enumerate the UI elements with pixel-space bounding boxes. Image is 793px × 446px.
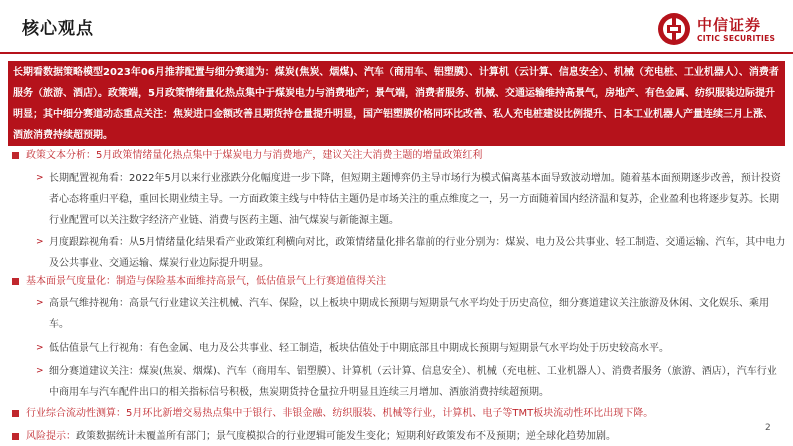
list-item [36,168,786,231]
section-text: 5月政策情绪量化热点集中于煤炭电力与消费地产，建议关注大消费主题的增量政策红利 [96,150,483,161]
logo-chinese-text: 中信证券 [697,16,762,34]
section-policy-text [10,148,482,164]
square-bullet-icon [12,152,19,159]
list-item-text: 低估值景气上行视角：有色金属、电力及公共事业、轻工制造，板块估值处于中期底部且中期成长预期与短期景气水平均处于历史较高水平。 [49,343,669,354]
section-text: 制造与保险基本面维持高景气，低估值景气上行赛道值得关注 [116,276,386,287]
list-item-text: 月度跟踪视角看：从5月情绪量化结果看产业政策红利横向对比，政策情绪量化排名靠前的行业分别为：煤炭、电力及公共事业、轻工制造、交通运输、汽车，其中电力及公共事业、交通运输、煤炭行业边际提升明显。 [49,237,786,269]
citic-logo [657,12,777,48]
summary-banner: 长期看数据策略模型2023年06月推荐配置与细分赛道为：煤炭(焦炭、烟煤)、汽车（商用车、铝塑膜）、计算机（云计算、信息安全）、机械（充电桩、工业机器人）、消费者服务（旅游、酒店）。政策端，5月政策情绪量化热点集中于煤炭电力与消费地产；景气端，消费者服务、机械、交通运输维持高景气，房地产、有色金属、纺织服装边际提升明显；其中细分赛道动态重点关注：焦炭进口金额改善且期货持仓量提升明显，国产铝塑膜价格同环比改善、私人充电桩建设比例提升、日本工业机器人产量连续三月上涨、酒旅消费持续超预期。 [8,61,785,146]
list-item [36,232,786,274]
list-item-text: 高景气维持视角：高景气行业建议关注机械、汽车、保险，以上板块中期成长预期与短期景气水平均处于历史高位，细分赛道建议关注旅游及休闲、文化娱乐、乘用车。 [49,298,769,330]
section-liquidity [10,406,653,422]
square-bullet-icon [12,433,19,440]
logo-english-text: CITIC SECURITIES [697,34,776,43]
section-text: 5月环比新增交易热点集中于银行、非银金融、纺织服装、机械等行业，计算机、电子等TMT板块流动性环比出现下降。 [126,408,654,419]
header-divider [0,52,793,54]
section-label: 基本面景气度量化： [26,276,116,287]
section-label: 政策文本分析： [26,150,96,161]
section-text: 政策数据统计未覆盖所有部门；景气度模拟合的行业逻辑可能发生变化；短期利好政策发布不及预期；逆全球化趋势加剧。 [76,431,616,442]
square-bullet-icon [12,410,19,417]
chevron-right-icon: > [36,237,44,247]
chevron-right-icon: > [36,343,44,353]
section-label: 风险提示： [26,431,76,442]
list-item [36,338,786,359]
page-number: 2 [765,423,771,433]
page-title: 核心观点 [22,19,94,39]
citic-logo-icon [657,12,691,46]
section-fundamentals [10,274,386,290]
list-item [36,293,786,335]
chevron-right-icon: > [36,298,44,308]
list-item [36,361,786,403]
chevron-right-icon: > [36,366,44,376]
section-risk [10,429,616,445]
chevron-right-icon: > [36,173,44,183]
list-item-text: 细分赛道建议关注：煤炭(焦炭、烟煤)、汽车（商用车、铝塑膜）、计算机（云计算、信息安全）、机械（充电桩、工业机器人）、消费者服务（旅游、酒店），汽车行业中商用车与汽车配件出口的相关指标信号积极，焦炭期货持仓量拉升明显且连续三月增加、酒旅消费持续超预期。 [49,366,777,398]
list-item-text: 长期配置视角看：2022年5月以来行业涨跌分化幅度进一步下降，但短期主题博弈仍主导市场行为模式偏离基本面导致波动增加。随着基本面预期逐步改善，预计投资者心态将重归平稳，重回长期业绩主导。一方面政策主线与中特估主题仍是市场关注的重点维度之一，另一方面随着国内经济温和复苏，企业盈利也将逐步复苏。长期行业配置可以关注数字经济产业链、消费与医药主题、油气煤炭与新能源主题。 [49,173,781,226]
square-bullet-icon [12,278,19,285]
section-label: 行业综合流动性测算： [26,408,126,419]
